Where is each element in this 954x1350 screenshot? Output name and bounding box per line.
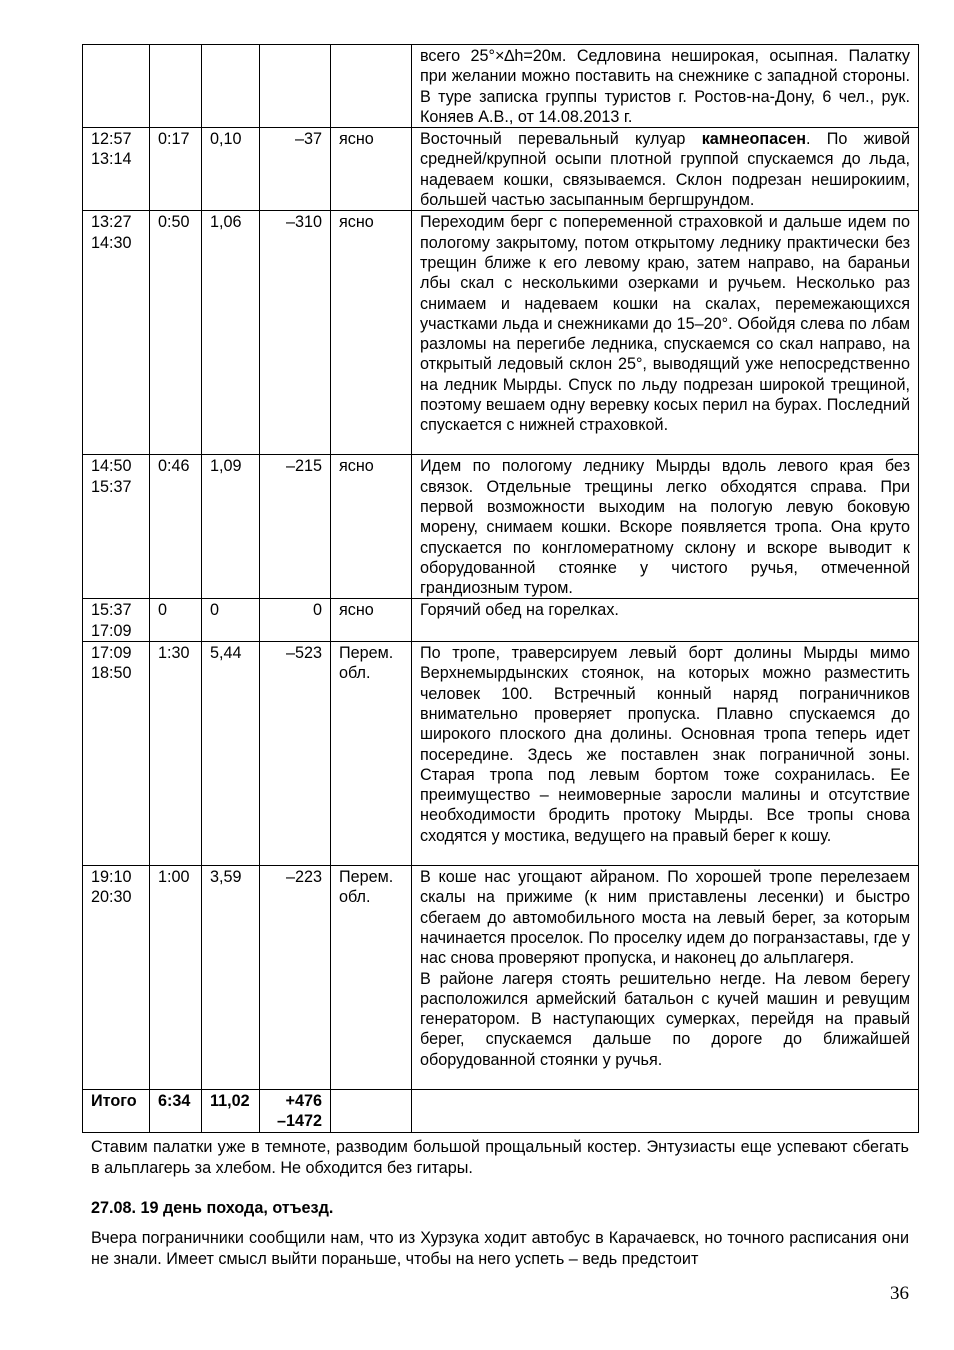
table-row	[83, 642, 919, 866]
description-cell	[412, 211, 919, 455]
elevation-cell: –310	[260, 211, 331, 455]
duration-cell: 1:00	[150, 866, 202, 1090]
description-paragraph: Идем по пологому леднику Мырды вдоль левого края без связок. Отдельные трещины легко обходятся справа. При первой возможности выходим на пологую левую боковую морену, снимаем кошки. Вскоре появляется тропа. Она круто спускается по конгломератному склону и вскоре выводит к оборудованной стоянке у чистого ручья, отмеченной грандиозным туром.	[420, 457, 910, 598]
duration-cell: 0:17	[150, 128, 202, 211]
total-description-cell	[412, 1090, 919, 1133]
description-cell	[412, 866, 919, 1090]
weather-cell	[331, 45, 412, 128]
time-cell: 12:57 13:14	[83, 128, 150, 211]
table-row	[83, 45, 919, 128]
table-row	[83, 455, 919, 599]
duration-cell: 1:30	[150, 642, 202, 866]
weather-cell: ясно	[331, 211, 412, 455]
weather-cell: ясно	[331, 599, 412, 642]
weather-cell: Перем. обл.	[331, 642, 412, 866]
time-cell: 15:37 17:09	[83, 599, 150, 642]
description-cell	[412, 599, 919, 642]
distance-cell: 0,10	[202, 128, 260, 211]
duration-cell	[150, 45, 202, 128]
description-cell	[412, 455, 919, 599]
table-row	[83, 866, 919, 1090]
total-row	[83, 1090, 919, 1133]
table-row	[83, 599, 919, 642]
page-number: 36	[890, 1283, 909, 1304]
time-cell: 14:50 15:37	[83, 455, 150, 599]
after-table-paragraph: Ставим палатки уже в темноте, разводим большой прощальный костер. Энтузиасты еще успевают сбегать в альплагерь за хлебом. Не обходится без гитары.	[91, 1138, 909, 1177]
route-log-table	[82, 44, 919, 1133]
description-paragraph: Горячий обед на горелках.	[420, 601, 619, 620]
elevation-cell: –523	[260, 642, 331, 866]
description-cell	[412, 642, 919, 866]
table-row	[83, 211, 919, 455]
distance-cell: 5,44	[202, 642, 260, 866]
total-distance-cell: 11,02	[202, 1090, 260, 1133]
total-elevation-cell: +476 –1472	[260, 1090, 331, 1133]
time-cell: 19:10 20:30	[83, 866, 150, 1090]
description-text: Восточный перевальный кулуар	[420, 130, 702, 149]
day-heading: 27.08. 19 день похода, отъезд.	[91, 1199, 334, 1217]
total-weather-cell	[331, 1090, 412, 1133]
elevation-cell: –223	[260, 866, 331, 1090]
description-paragraph: В коше нас угощают айраном. По хорошей тропе перелезаем скалы на прижиме (к ним приставлены лесенки) и быстро сбегаем до автомобильного моста на левый берег, за которым начинается проселок. По проселку идем до погранзаставы, где у нас снова проверяют пропуска, и наконец до альплагеря.	[420, 868, 910, 968]
duration-cell: 0:46	[150, 455, 202, 599]
description-paragraph: В районе лагеря стоять решительно негде. На левом берегу расположился армейский батальон с кучей машин и ревущим генератором. В наступающих сумерках, перейдя на правый берег, спускаемся дальше по дороге до ближайшей оборудованной стоянки у ручья.	[420, 969, 910, 1069]
distance-cell: 1,06	[202, 211, 260, 455]
duration-cell: 0:50	[150, 211, 202, 455]
elevation-cell: –215	[260, 455, 331, 599]
distance-cell: 1,09	[202, 455, 260, 599]
weather-cell: ясно	[331, 128, 412, 211]
description-paragraph: По тропе, траверсируем левый борт долины Мырды мимо Верхнемырдынских стоянок, на которых можно разместить человек 100. Встречный конный наряд пограничников внимательно проверяет пропуска. Плавно спускаемся до широкого плоского дна долины. Основная тропа теперь идет посередине. Здесь же поставлен знак пограничной зоны. Старая тропа под левым бортом тоже сохранилась. Ее преимущество – неимоверные заросли малины и отсутствие необходимости бродить протоку Мырды. Все тропы снова сходятся у мостика, ведущего на правый берег к кошу.	[420, 644, 910, 845]
elevation-cell: 0	[260, 599, 331, 642]
description-cell	[412, 128, 919, 211]
time-cell: 17:09 18:50	[83, 642, 150, 866]
description-paragraph	[420, 129, 910, 210]
time-cell	[83, 45, 150, 128]
total-label-cell: Итого	[83, 1090, 150, 1133]
description-paragraph: всего 25°×∆h=20м. Седловина неширокая, осыпная. Палатку при желании можно поставить на снежнике с западной стороны. В туре записка группы туристов г. Ростов-на-Дону, 6 чел., рук. Коняев А.В., от 14.08.2013 г.	[420, 47, 910, 126]
total-duration-cell: 6:34	[150, 1090, 202, 1133]
elevation-cell: –37	[260, 128, 331, 211]
elevation-cell	[260, 45, 331, 128]
day-paragraph: Вчера пограничники сообщили нам, что из Хурзука ходит автобус в Карачаевск, но точного расписания они не знали. Имеет смысл выйти пораньше, чтобы на него успеть – ведь предстоит	[91, 1229, 909, 1268]
table-row	[83, 128, 919, 211]
time-cell: 13:27 14:30	[83, 211, 150, 455]
description-paragraph: Переходим берг с попеременной страховкой и дальше идем по пологому закрытому, потом открытому леднику практически без трещин ближе к его левому краю, затем направо, на бараньи лбы скал с несколькими озерками и ручьем. Несколько раз снимаем и надеваем кошки на скалах, перемежающихся участками льда и снежниками до 15–20°. Обойдя слева по лбам разломы на перегибе ледника, спускаемся со скал направо, на открытый ледовый склон 25°, выводящий уже непосредственно на ледник Мырды. Спуск по льду подрезан широкой трещиной, поэтому вешаем одну веревку косых перил на бурах. Последний спускается с нижней страховкой.	[420, 213, 910, 435]
weather-cell: ясно	[331, 455, 412, 599]
description-text: . По живой средней/крупной осыпи плотной группой спускаемся до льда, надеваем кошки, связываемся. Склон подрезан неширокиим, большей частью засыпанным бергшрундом.	[420, 130, 911, 210]
description-cell	[412, 45, 919, 128]
distance-cell	[202, 45, 260, 128]
duration-cell: 0	[150, 599, 202, 642]
emphasis-text: камнеопасен	[701, 130, 806, 149]
distance-cell: 0	[202, 599, 260, 642]
weather-cell: Перем. обл.	[331, 866, 412, 1090]
distance-cell: 3,59	[202, 866, 260, 1090]
